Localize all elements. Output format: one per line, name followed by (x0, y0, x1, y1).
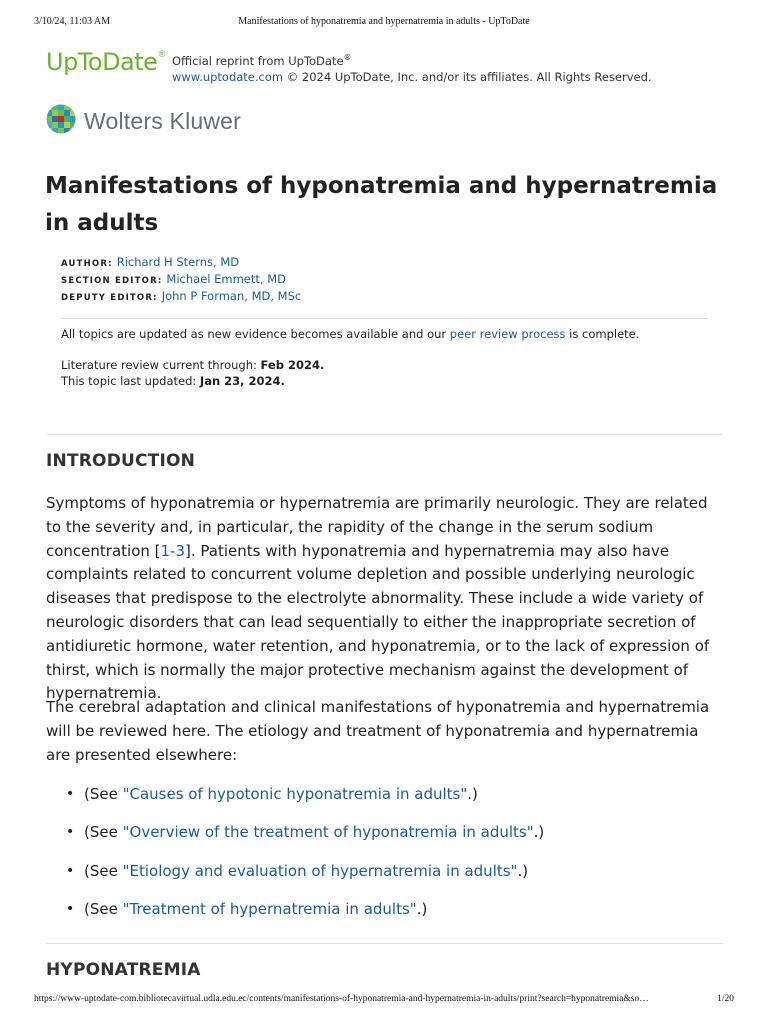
see-suffix: .) (416, 899, 428, 918)
wolters-kluwer-mark-icon (46, 104, 76, 134)
print-page-title: Manifestations of hyponatremia and hypernatremia in adults - UpToDate (238, 16, 530, 27)
last-updated-date: Jan 23, 2024. (199, 374, 285, 388)
introduction-heading: INTRODUCTION (46, 451, 196, 471)
page-number: 1/20 (717, 994, 734, 1004)
introduction-paragraph-2: The cerebral adaptation and clinical manifestations of hyponatremia and hypernatremia will be reviewed here. The etiology and treatment of hyponatremia and hypernatremia are presented elsewhere: (46, 698, 710, 764)
print-header (34, 16, 734, 30)
reprint-text: Official reprint from UpToDate (172, 53, 344, 68)
reference-link[interactable]: 1-3 (160, 541, 186, 560)
bullet-icon: • (66, 900, 75, 917)
copyright-line (172, 69, 652, 85)
literature-review-label: Literature review current through: (61, 358, 261, 372)
brand-header (46, 48, 726, 88)
last-updated-label: This topic last updated: (61, 374, 200, 388)
see-prefix: (See (84, 861, 123, 880)
see-prefix: (See (84, 785, 123, 803)
see-also-list (66, 782, 706, 935)
print-datetime: 3/10/24, 11:03 AM (34, 16, 111, 27)
reprint-registered-mark: ® (343, 53, 352, 62)
registered-mark: ® (157, 50, 166, 60)
last-updated-line (61, 373, 711, 389)
hyponatremia-heading: HYPONATREMIA (46, 960, 201, 980)
see-suffix: .) (517, 861, 529, 880)
list-item (66, 897, 706, 935)
topic-link-etiology-hypernatremia[interactable]: "Etiology and evaluation of hypernatremia in adults" (122, 861, 518, 880)
uptodate-site-link[interactable]: www.uptodate.com (172, 69, 284, 84)
print-footer (34, 994, 734, 1008)
see-suffix: .) (467, 785, 478, 803)
divider (61, 318, 708, 319)
see-prefix: (See (84, 823, 123, 842)
wolters-kluwer-logo[interactable] (46, 104, 266, 136)
literature-review-date: Feb 2024. (260, 358, 325, 372)
list-item (66, 820, 706, 858)
uptodate-logo[interactable] (46, 48, 166, 76)
see-suffix: .) (533, 823, 545, 842)
introduction-text-b: ]. Patients with hyponatremia and hypernatremia may also have complaints related to concurrent volume depletion and possible underlying neurologic diseases that predispose to the electrolyte abnormality. These include a wide variety of neurologic disorders that can lead sequentially to either the inappropriate secretion of antidiuretic hormone, water retention, and hyponatremia, or to the lack of expression of thirst, which is normally the major protective mechanism against the development of hypernatremia. (46, 541, 710, 703)
section-editor-name-link[interactable]: Michael Emmett, MD (166, 272, 286, 286)
topic-link-causes-hypotonic-hyponatremia[interactable]: "Causes of hypotonic hyponatremia in adults" (122, 785, 468, 803)
update-note-text: All topics are updated as new evidence becomes available and our (61, 327, 450, 341)
print-url: https://www-uptodate-com.bibliotecavirtual.udla.edu.ec/contents/manifestations-of-hyponatremia-and-hypernatremia-in-adults/print?search=hyponatremia&so… (34, 994, 649, 1004)
deputy-editor-name-link[interactable]: John P Forman, MD, MSc (161, 289, 302, 303)
author-role: AUTHOR: (61, 259, 113, 269)
list-item (66, 782, 706, 820)
bullet-icon: • (66, 786, 75, 802)
list-item (66, 859, 706, 897)
section-divider (46, 943, 723, 944)
reprint-notice (172, 50, 652, 85)
author-row (61, 254, 711, 271)
uptodate-logo-text: UpToDate (46, 48, 158, 76)
wolters-kluwer-name: Wolters Kluwer (84, 108, 242, 134)
introduction-paragraph-1 (46, 492, 726, 706)
update-note-tail: is complete. (565, 327, 640, 341)
peer-review-link[interactable]: peer review process (449, 327, 566, 341)
author-list (61, 254, 711, 305)
section-editor-role: SECTION EDITOR: (61, 276, 163, 286)
article-title: Manifestations of hyponatremia and hypernatremia in adults (45, 173, 718, 236)
copyright-text: © 2024 UpToDate, Inc. and/or its affiliates. All Rights Reserved. (283, 69, 652, 84)
topic-link-treatment-hypernatremia[interactable]: "Treatment of hypernatremia in adults" (122, 899, 417, 918)
bullet-icon: • (66, 862, 75, 879)
reprint-line (172, 50, 652, 69)
update-note (61, 326, 711, 342)
introduction-text-a: Symptoms of hyponatremia or hypernatremia are primarily neurologic. They are related to the severity and, in particular, the rapidity of the change in the serum sodium concentration [ (46, 494, 708, 560)
section-divider (46, 434, 723, 435)
author-name-link[interactable]: Richard H Sterns, MD (116, 255, 240, 269)
literature-review-line (61, 357, 711, 373)
bullet-icon: • (66, 824, 75, 841)
topic-link-treatment-hyponatremia[interactable]: "Overview of the treatment of hyponatremia in adults" (122, 823, 534, 842)
section-editor-row (61, 271, 711, 288)
see-prefix: (See (84, 899, 123, 918)
review-dates (61, 357, 711, 389)
deputy-editor-role: DEPUTY EDITOR: (61, 293, 158, 303)
deputy-editor-row (61, 288, 711, 305)
